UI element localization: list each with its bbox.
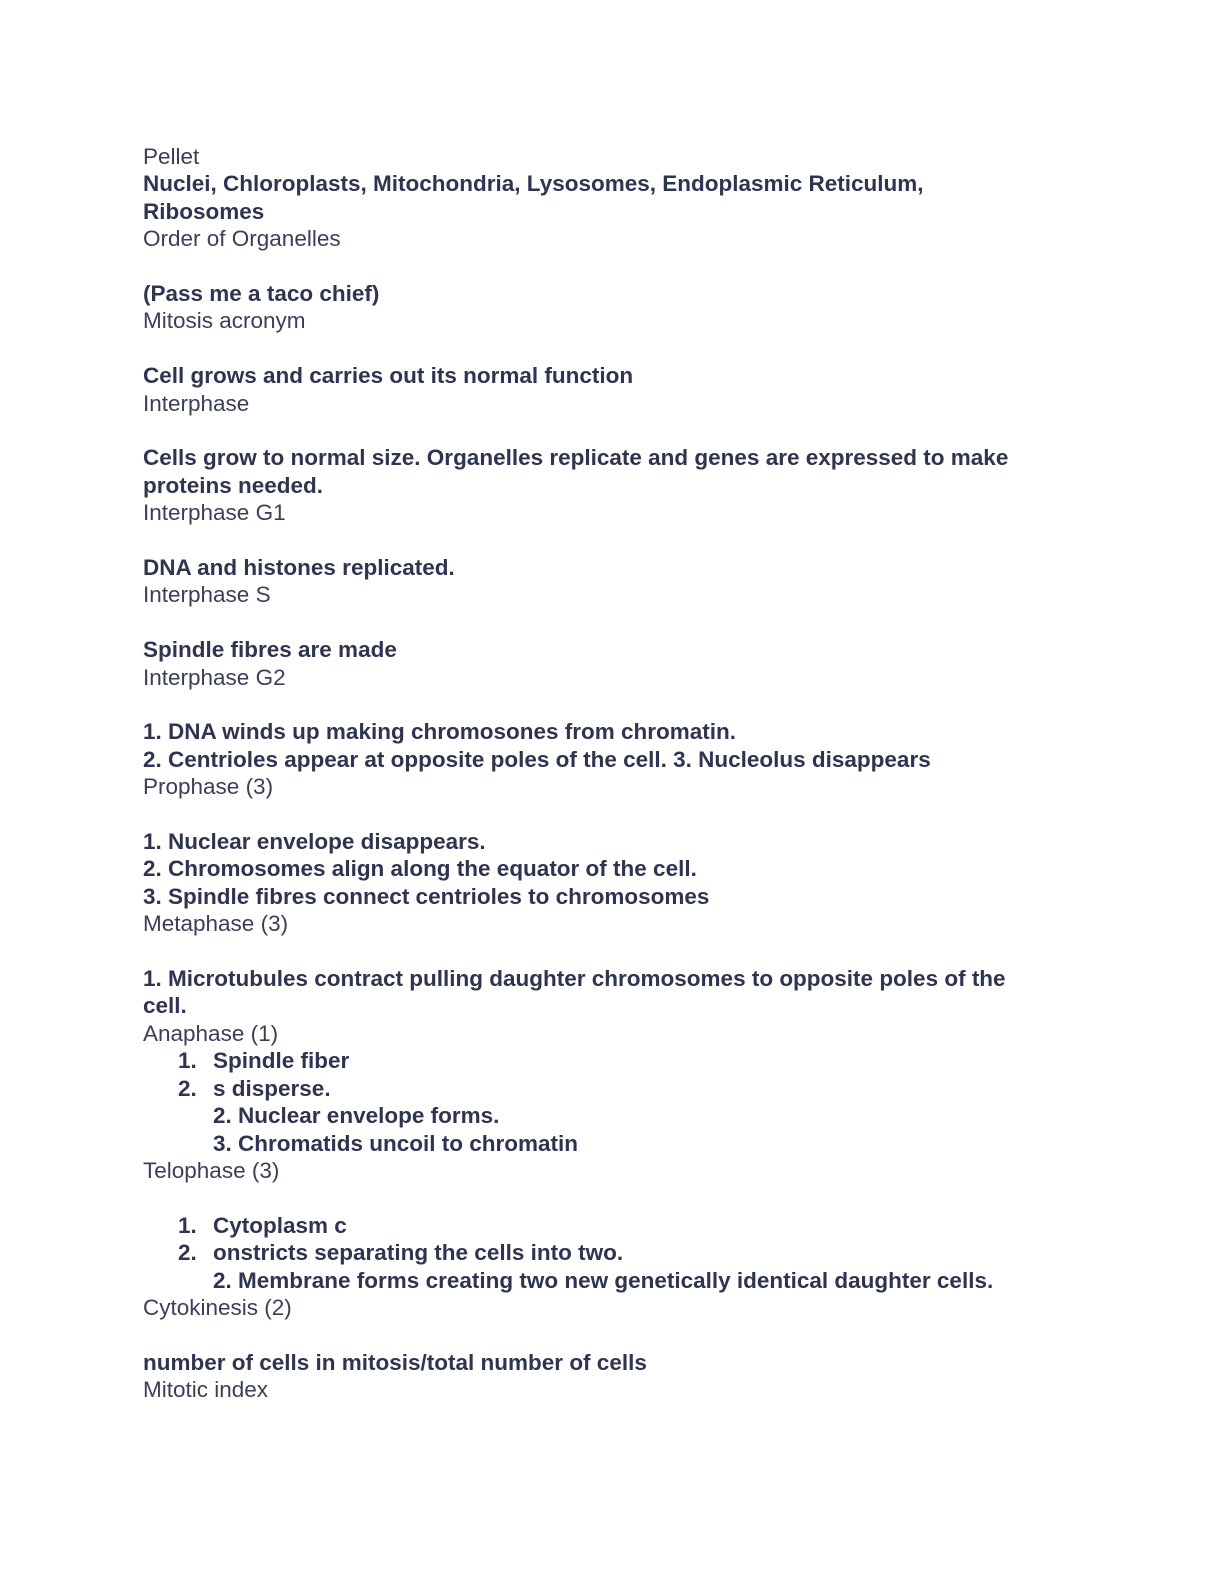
list-item-text: Spindle fiber (213, 1048, 350, 1074)
flashcard-order-of-organelles (143, 170, 1083, 252)
list-item (143, 1212, 1083, 1239)
flashcard-telophase (143, 1047, 1083, 1184)
definition-line: Spindle fibres are made (143, 637, 397, 663)
list-number: 2. (178, 1240, 197, 1266)
flashcard-cytokinesis (143, 1212, 1083, 1322)
list-item (143, 1239, 1083, 1266)
list-item-text: s disperse. (213, 1075, 331, 1101)
term-text: Interphase G2 (143, 664, 286, 690)
flashcard-prophase (143, 718, 1083, 800)
definition-line: Cell grows and carries out its normal function (143, 363, 634, 389)
sub-line: 2. Membrane forms creating two new genetically identical daughter cells. (213, 1267, 994, 1293)
flashcard-interphase-g2 (143, 636, 1083, 691)
definition-line: 2. Chromosomes align along the equator of the cell. (143, 856, 697, 882)
term-text: Telophase (3) (143, 1157, 280, 1183)
term-text: Interphase G1 (143, 500, 286, 526)
term-text: Cytokinesis (2) (143, 1294, 292, 1320)
definition-line: Cells grow to normal size. Organelles replicate and genes are expressed to make (143, 445, 1009, 471)
term-text: Mitosis acronym (143, 308, 306, 334)
term-text: Pellet (143, 144, 200, 169)
sub-line: 3. Chromatids uncoil to chromatin (213, 1130, 579, 1156)
flashcard-mitosis-acronym (143, 280, 1083, 335)
list-item-text: onstricts separating the cells into two. (213, 1240, 624, 1266)
definition-line: (Pass me a taco chief) (143, 281, 380, 307)
flashcard-interphase (143, 362, 1083, 417)
flashcard-pellet (143, 143, 1083, 170)
term-text: Interphase (143, 390, 250, 416)
definition-line: Nuclei, Chloroplasts, Mitochondria, Lysosomes, Endoplasmic Reticulum, (143, 171, 924, 197)
list-item (143, 1075, 1083, 1102)
flashcard-anaphase (143, 965, 1083, 1047)
list-number: 1. (178, 1212, 197, 1238)
definition-line: 1. Nuclear envelope disappears. (143, 829, 486, 855)
list-item-text: Cytoplasm c (213, 1212, 347, 1238)
flashcard-interphase-s (143, 554, 1083, 609)
flashcard-mitotic-index (143, 1349, 1083, 1404)
term-text: Anaphase (1) (143, 1020, 279, 1046)
sub-line: 2. Nuclear envelope forms. (213, 1103, 500, 1129)
list-item (143, 1047, 1083, 1074)
definition-line: Ribosomes (143, 198, 265, 224)
definition-line: proteins needed. (143, 472, 324, 498)
definition-line: 3. Spindle fibres connect centrioles to chromosomes (143, 883, 710, 909)
term-text: Order of Organelles (143, 226, 341, 252)
definition-line: cell. (143, 993, 187, 1019)
list-number: 1. (178, 1048, 197, 1074)
definition-line: number of cells in mitosis/total number of cells (143, 1349, 647, 1375)
definition-line: 2. Centrioles appear at opposite poles of the cell. 3. Nucleolus disappears (143, 746, 931, 772)
term-text: Mitotic index (143, 1377, 269, 1403)
flashcard-interphase-g1 (143, 444, 1083, 526)
definition-line: 1. DNA winds up making chromosones from chromatin. (143, 719, 736, 745)
definition-line: 1. Microtubules contract pulling daughter chromosomes to opposite poles of the (143, 966, 1006, 992)
document-page (143, 143, 1083, 1431)
term-text: Interphase S (143, 582, 271, 608)
term-text: Prophase (3) (143, 774, 274, 800)
term-text: Metaphase (3) (143, 911, 289, 937)
flashcard-metaphase (143, 828, 1083, 938)
list-number: 2. (178, 1075, 197, 1101)
definition-line: DNA and histones replicated. (143, 555, 455, 581)
